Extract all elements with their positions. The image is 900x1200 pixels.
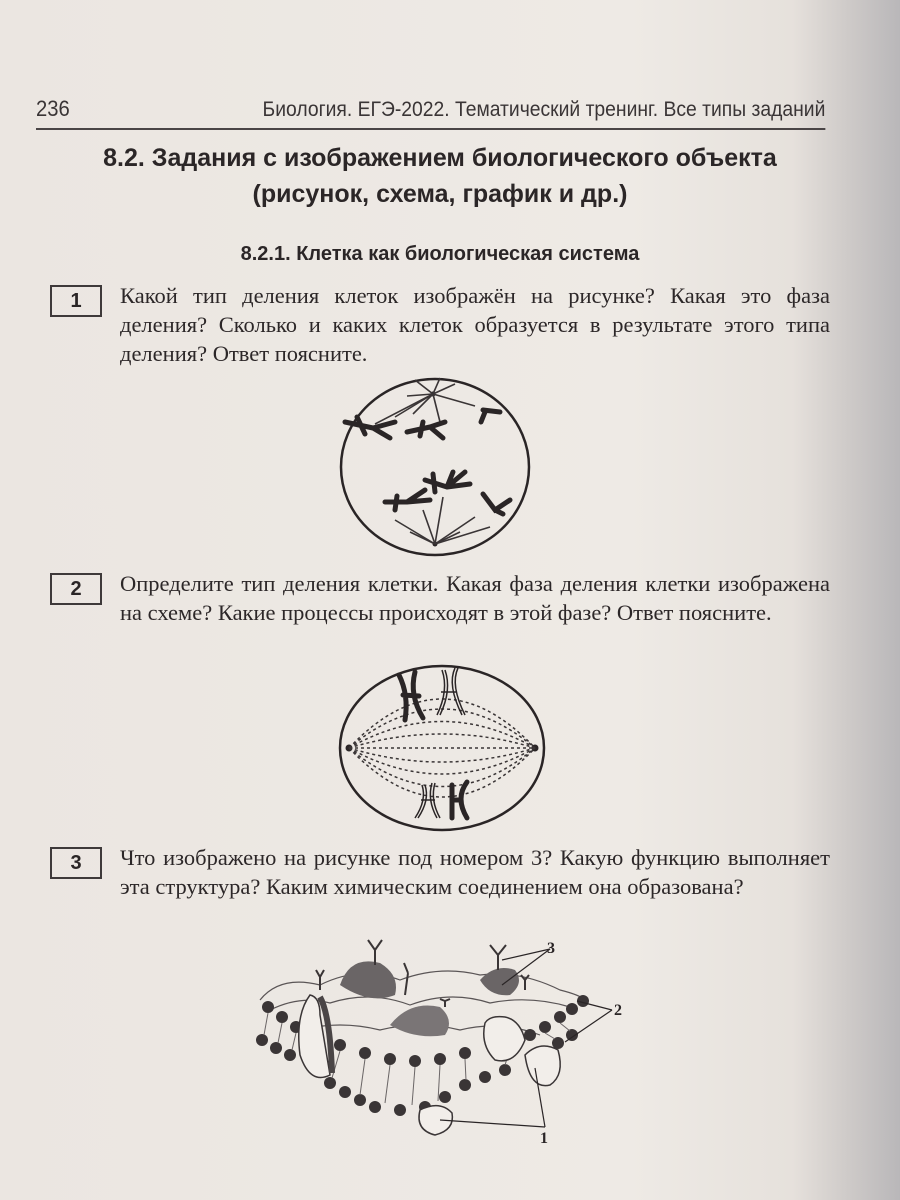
task-text: Что изображено на рисунке под номером 3? Какую функцию выполняет эта структура? Каким химическим соединением она образована? [120,845,830,899]
section-title-line-1: 8.2. Задания с изображением биологического объекта [103,144,777,172]
cell-membrane-figure [240,935,630,1145]
cell-division-anaphase-figure [335,372,535,562]
figure-label-1: 1 [540,1130,548,1145]
task-text: Какой тип деления клеток изображён на рисунке? Какая это фаза деления? Сколько и каких клеток образуется в результате этого типа деления? Ответ поясните. [120,283,830,366]
figure-label-3: 3 [547,940,555,957]
task-number-box: 2 [50,573,102,605]
cell-division-metaphase-figure [337,660,547,835]
section-title [60,140,820,212]
task-text: Определите тип деления клетки. Какая фаза деления клетки изображена на схеме? Какие процессы происходят в этой фазе? Ответ поясните. [120,571,830,625]
page-number: 236 [36,96,70,121]
running-head [36,96,825,130]
task-number-box: 3 [50,847,102,879]
section-title-line-2: (рисунок, схема, график и др.) [252,180,628,208]
running-title: Биология. ЕГЭ-2022. Тематический тренинг. Все типы заданий [262,98,826,121]
subsection-title: 8.2.1. Клетка как биологическая система [240,243,640,265]
figure-label-2: 2 [614,1002,622,1019]
task-number-box: 1 [50,285,102,317]
